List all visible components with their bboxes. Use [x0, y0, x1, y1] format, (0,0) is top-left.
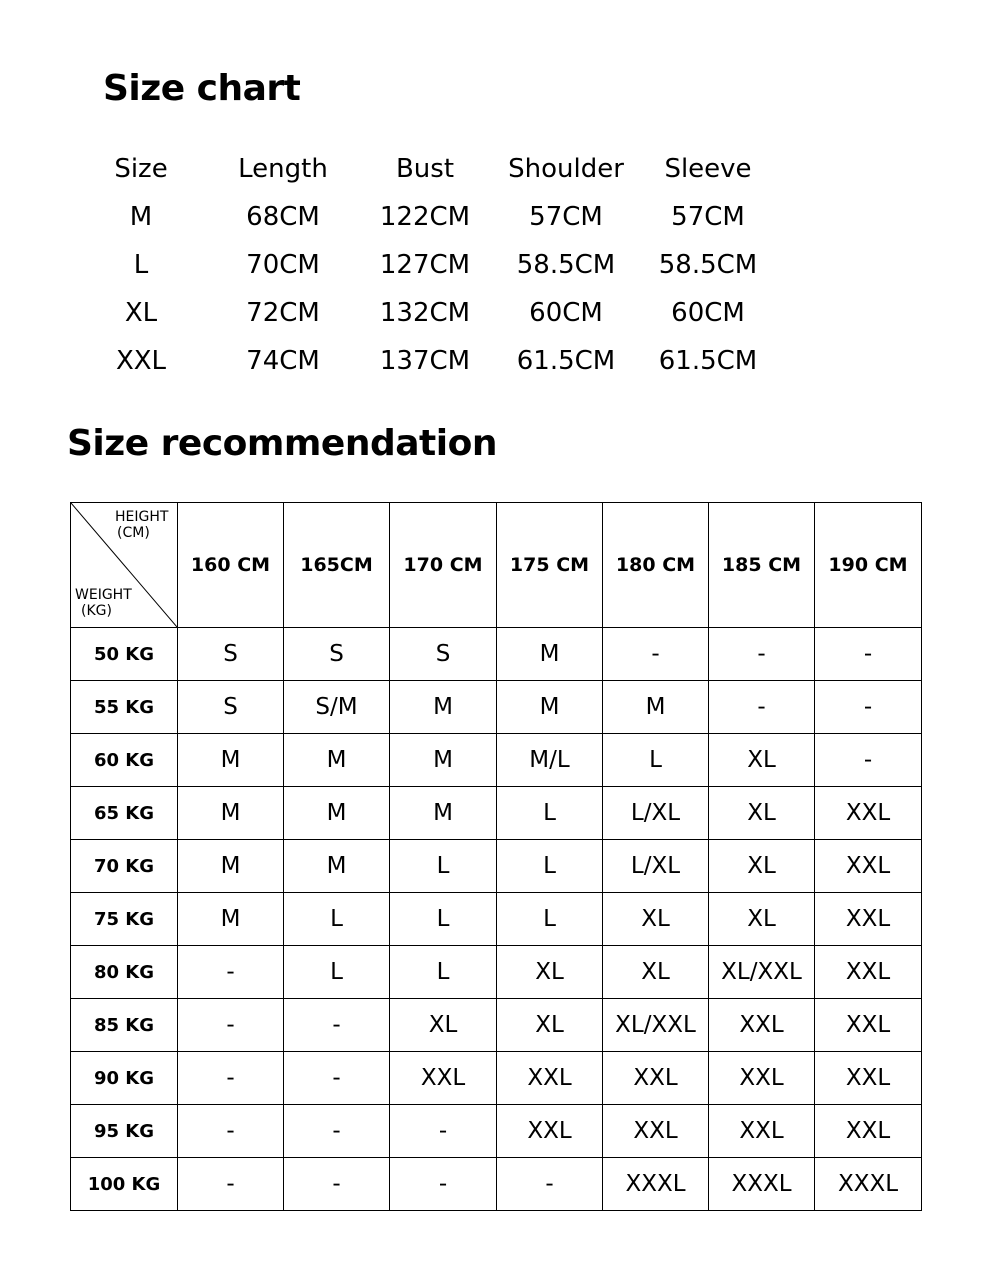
- size-cell: L/XL: [603, 787, 709, 840]
- size-cell: XL: [390, 999, 497, 1052]
- size-cell: XL: [603, 893, 709, 946]
- size-chart-cell: 57CM: [529, 202, 603, 232]
- size-cell: S/M: [284, 681, 390, 734]
- size-cell: XXL: [815, 999, 922, 1052]
- size-chart-cell: M: [129, 202, 153, 232]
- size-cell: -: [390, 1158, 497, 1211]
- size-cell: M: [497, 628, 603, 681]
- size-chart-cell: L: [133, 250, 149, 280]
- size-cell: -: [178, 1105, 284, 1158]
- size-cell: -: [178, 1158, 284, 1211]
- size-cell: XL/XXL: [709, 946, 815, 999]
- size-cell: XXXL: [815, 1158, 922, 1211]
- size-cell: XXL: [709, 1052, 815, 1105]
- size-cell: -: [815, 681, 922, 734]
- size-cell: -: [284, 999, 390, 1052]
- size-chart-cell: 127CM: [379, 250, 471, 280]
- size-cell: -: [497, 1158, 603, 1211]
- size-cell: XXL: [815, 1105, 922, 1158]
- height-header-cell: 165CM: [284, 503, 390, 628]
- size-chart-cell: 137CM: [379, 346, 471, 376]
- height-label: HEIGHT: [115, 509, 169, 525]
- size-cell: M: [178, 734, 284, 787]
- size-cell: M: [178, 893, 284, 946]
- size-cell: -: [709, 681, 815, 734]
- size-cell: XL: [497, 999, 603, 1052]
- size-cell: M: [497, 681, 603, 734]
- size-cell: M: [603, 681, 709, 734]
- size-chart-title: Size chart: [103, 68, 301, 109]
- size-cell: XXL: [815, 946, 922, 999]
- size-recommendation-table: [70, 502, 922, 1211]
- height-unit: (CM): [117, 525, 150, 541]
- size-chart-cell: 74CM: [246, 346, 320, 376]
- size-cell: XXL: [709, 1105, 815, 1158]
- size-chart-row: [70, 241, 790, 289]
- size-chart-cell: 70CM: [246, 250, 320, 280]
- weight-cell: 50 KG: [71, 628, 178, 681]
- size-chart-cell: 61.5CM: [516, 346, 616, 376]
- size-cell: S: [178, 681, 284, 734]
- size-cell: XXL: [815, 787, 922, 840]
- size-cell: XXL: [815, 840, 922, 893]
- size-cell: M: [390, 681, 497, 734]
- height-header-row: [71, 503, 922, 628]
- size-cell: XXL: [497, 1105, 603, 1158]
- size-chart-row: [70, 193, 790, 241]
- size-cell: M: [284, 734, 390, 787]
- weight-cell: 70 KG: [71, 840, 178, 893]
- size-chart-header-cell: Length: [238, 154, 328, 184]
- weight-row: [71, 946, 922, 999]
- size-cell: XL: [709, 893, 815, 946]
- size-cell: -: [178, 999, 284, 1052]
- weight-row: [71, 999, 922, 1052]
- size-cell: L: [390, 946, 497, 999]
- size-chart-header-row: [70, 145, 790, 193]
- size-cell: M: [284, 787, 390, 840]
- weight-cell: 75 KG: [71, 893, 178, 946]
- height-header-cell: 170 CM: [390, 503, 497, 628]
- size-cell: M: [178, 787, 284, 840]
- height-header-cell: 175 CM: [497, 503, 603, 628]
- size-chart-cell: XXL: [115, 346, 167, 376]
- weight-cell: 60 KG: [71, 734, 178, 787]
- size-cell: L: [497, 840, 603, 893]
- size-cell: -: [709, 628, 815, 681]
- size-cell: XL: [709, 734, 815, 787]
- size-cell: XL/XXL: [603, 999, 709, 1052]
- weight-row: [71, 1052, 922, 1105]
- size-chart-cell: 58.5CM: [658, 250, 758, 280]
- size-cell: L/XL: [603, 840, 709, 893]
- size-cell: XXL: [390, 1052, 497, 1105]
- size-chart-cell: 61.5CM: [658, 346, 758, 376]
- size-cell: S: [390, 628, 497, 681]
- size-chart-cell: 122CM: [379, 202, 471, 232]
- weight-cell: 55 KG: [71, 681, 178, 734]
- weight-unit: (KG): [81, 603, 112, 619]
- size-cell: L: [497, 787, 603, 840]
- size-chart-cell: 72CM: [246, 298, 320, 328]
- size-recommendation-title: Size recommendation: [67, 423, 497, 464]
- size-chart-cell: 68CM: [246, 202, 320, 232]
- size-chart-header-cell: Size: [114, 154, 168, 184]
- weight-cell: 80 KG: [71, 946, 178, 999]
- size-chart-row: [70, 289, 790, 337]
- size-cell: -: [603, 628, 709, 681]
- size-cell: -: [178, 1052, 284, 1105]
- size-cell: XL: [603, 946, 709, 999]
- size-cell: -: [390, 1105, 497, 1158]
- size-cell: XL: [709, 840, 815, 893]
- weight-cell: 65 KG: [71, 787, 178, 840]
- size-cell: XXL: [815, 1052, 922, 1105]
- size-cell: XXL: [603, 1105, 709, 1158]
- height-header-cell: 160 CM: [178, 503, 284, 628]
- weight-row: [71, 1158, 922, 1211]
- weight-row: [71, 787, 922, 840]
- size-cell: -: [815, 628, 922, 681]
- size-chart-cell: 57CM: [671, 202, 745, 232]
- size-cell: M/L: [497, 734, 603, 787]
- weight-cell: 85 KG: [71, 999, 178, 1052]
- weight-row: [71, 1105, 922, 1158]
- size-cell: XXL: [603, 1052, 709, 1105]
- size-cell: S: [284, 628, 390, 681]
- size-chart-cell: 58.5CM: [516, 250, 616, 280]
- size-cell: L: [390, 840, 497, 893]
- size-cell: M: [390, 787, 497, 840]
- weight-row: [71, 893, 922, 946]
- size-chart-cell: 60CM: [671, 298, 745, 328]
- size-cell: XXXL: [603, 1158, 709, 1211]
- weight-label: WEIGHT: [75, 587, 132, 603]
- size-cell: M: [390, 734, 497, 787]
- size-cell: L: [497, 893, 603, 946]
- height-header-cell: 180 CM: [603, 503, 709, 628]
- size-chart-header-cell: Bust: [395, 154, 455, 184]
- size-chart-row: [70, 337, 790, 385]
- size-cell: -: [284, 1105, 390, 1158]
- height-header-cell: 190 CM: [815, 503, 922, 628]
- corner-header-cell: [71, 503, 178, 628]
- size-chart-header-cell: Sleeve: [664, 154, 752, 184]
- size-cell: XXL: [815, 893, 922, 946]
- size-cell: -: [815, 734, 922, 787]
- weight-cell: 95 KG: [71, 1105, 178, 1158]
- weight-cell: 100 KG: [71, 1158, 178, 1211]
- weight-row: [71, 681, 922, 734]
- size-cell: L: [603, 734, 709, 787]
- size-cell: L: [284, 946, 390, 999]
- size-cell: L: [284, 893, 390, 946]
- size-cell: -: [178, 946, 284, 999]
- size-cell: XXL: [709, 999, 815, 1052]
- size-chart-header-cell: Shoulder: [508, 154, 624, 184]
- size-cell: S: [178, 628, 284, 681]
- size-cell: XXL: [497, 1052, 603, 1105]
- size-chart-cell: 132CM: [379, 298, 471, 328]
- weight-row: [71, 840, 922, 893]
- size-cell: -: [284, 1158, 390, 1211]
- size-chart-cell: 60CM: [529, 298, 603, 328]
- size-cell: XL: [497, 946, 603, 999]
- size-cell: M: [178, 840, 284, 893]
- weight-row: [71, 628, 922, 681]
- size-cell: L: [390, 893, 497, 946]
- size-cell: -: [284, 1052, 390, 1105]
- weight-cell: 90 KG: [71, 1052, 178, 1105]
- weight-row: [71, 734, 922, 787]
- size-cell: XXXL: [709, 1158, 815, 1211]
- size-cell: M: [284, 840, 390, 893]
- size-cell: XL: [709, 787, 815, 840]
- height-header-cell: 185 CM: [709, 503, 815, 628]
- size-chart-cell: XL: [124, 298, 158, 328]
